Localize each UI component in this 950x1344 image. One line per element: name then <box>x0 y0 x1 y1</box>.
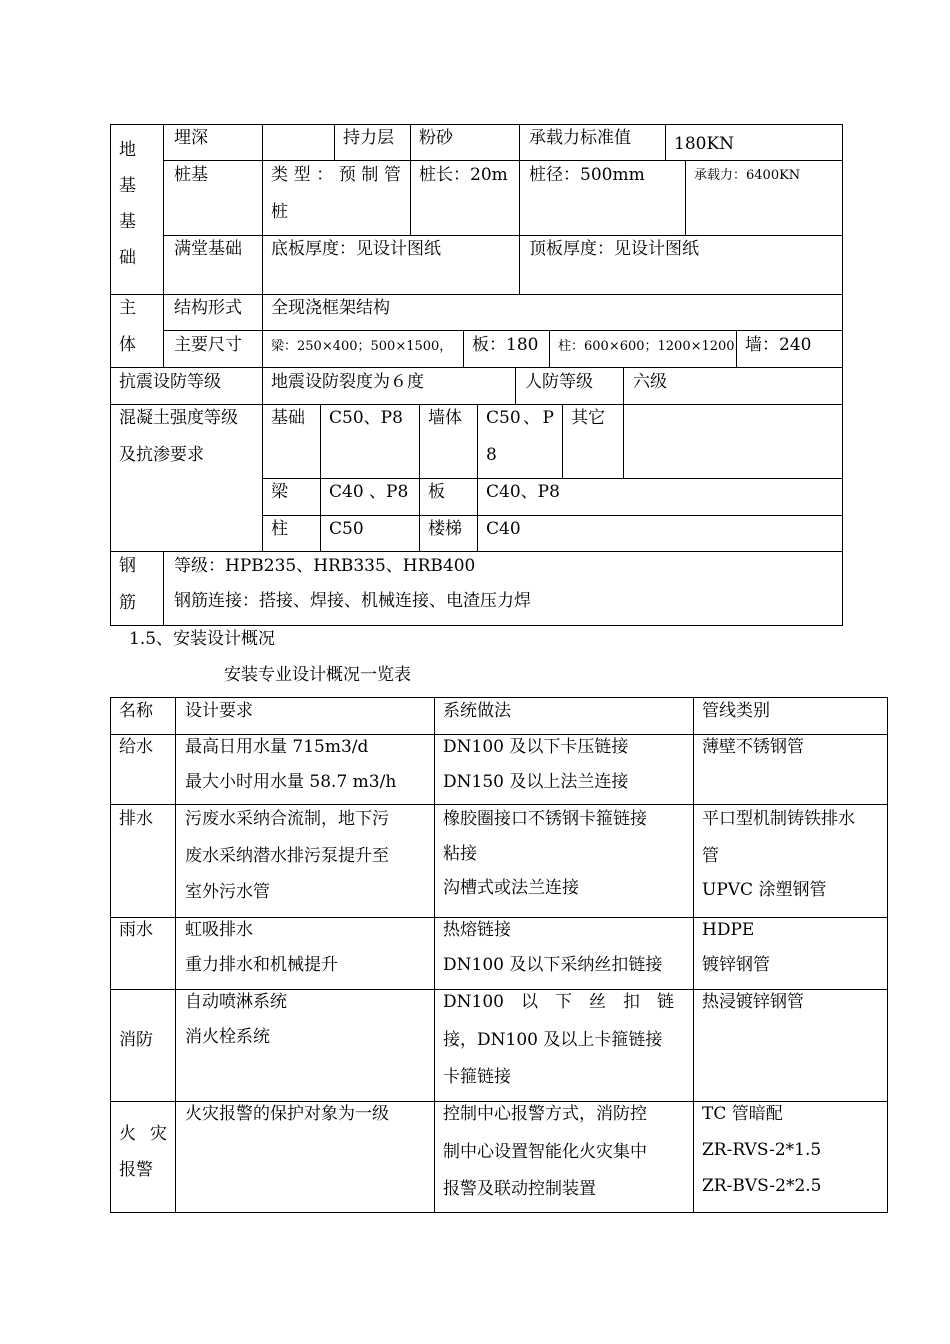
pile-type-line2: 桩 <box>271 202 288 222</box>
c-stair-label: 楼梯 <box>428 519 462 539</box>
c-wall-label: 墙体 <box>428 408 462 428</box>
c-slab-label: 板 <box>428 482 445 502</box>
pile-type-line1: 类型：预制管 <box>271 165 401 185</box>
raft-top: 顶板厚度：见设计图纸 <box>529 239 699 259</box>
row-alarm-pipe-3: ZR-BVS-2*2.5 <box>702 1176 822 1196</box>
size-slab: 板：180 <box>472 335 539 355</box>
size-label: 主要尺寸 <box>174 335 242 355</box>
main-label-2: 体 <box>119 335 136 355</box>
row-supply-req-2: 最大小时用水量 58.7 m3/h <box>185 772 397 792</box>
header-pipe: 管线类别 <box>702 701 770 721</box>
c-found-value: C50、P8 <box>329 408 403 428</box>
row-rain-name: 雨水 <box>119 920 153 940</box>
rebar-label-1: 钢 <box>119 556 136 576</box>
pile-length: 桩长：20m <box>419 165 508 185</box>
header-system: 系统做法 <box>443 701 511 721</box>
bearing-layer-label: 持力层 <box>343 128 394 148</box>
seismic-label: 抗震设防等级 <box>119 372 221 392</box>
row-alarm-sys-3: 报警及联动控制装置 <box>443 1179 596 1199</box>
row-supply-sys-2: DN150 及以上法兰连接 <box>443 772 629 792</box>
row-supply-name: 给水 <box>119 737 153 757</box>
pile-capacity: 承载力：6400KN <box>694 168 801 183</box>
concrete-label-2: 及抗渗要求 <box>119 445 204 465</box>
row-alarm-sys-2: 制中心设置智能化火灾集中 <box>443 1142 647 1162</box>
rebar-grade: 等级：HPB235、HRB335、HRB400 <box>174 556 476 576</box>
row-drain-req-1: 污废水采纳合流制，地下污 <box>185 809 389 829</box>
row-supply-pipe-1: 薄壁不锈钢管 <box>702 737 804 757</box>
c-col-value: C50 <box>329 519 364 539</box>
c-stair-value: C40 <box>486 519 521 539</box>
row-rain-pipe-2: 镀锌钢管 <box>702 955 770 975</box>
row-alarm-name-2: 报警 <box>119 1160 153 1180</box>
row-fire-pipe-1: 热浸镀锌钢管 <box>702 992 804 1012</box>
seismic-value: 地震设防裂度为６度 <box>271 372 424 392</box>
foundation-label-4: 础 <box>119 248 136 268</box>
row-drain-sys-2: 粘接 <box>443 844 477 864</box>
row-alarm-req-1: 火灾报警的保护对象为一级 <box>185 1104 389 1124</box>
row-fire-req-2: 消火栓系统 <box>185 1027 270 1047</box>
concrete-label-1: 混凝土强度等级 <box>119 408 238 428</box>
row-rain-pipe-1: HDPE <box>702 920 755 940</box>
row-drain-pipe-3: UPVC 涂塑钢管 <box>702 880 827 900</box>
row-alarm-name-1: 火 灾 <box>119 1124 167 1144</box>
row-rain-req-2: 重力排水和机械提升 <box>185 955 338 975</box>
row-drain-name: 排水 <box>119 809 153 829</box>
table2-caption: 安装专业设计概况一览表 <box>224 665 411 685</box>
row-rain-sys-1: 热熔链接 <box>443 920 511 940</box>
c-slab-value: C40、P8 <box>486 482 560 502</box>
bearing-std-value: 180KN <box>674 134 735 154</box>
bearing-layer-value: 粉砂 <box>419 128 453 148</box>
row-fire-name: 消防 <box>119 1030 153 1050</box>
c-col-label: 柱 <box>271 519 288 539</box>
row-rain-sys-2: DN100 及以下采纳丝扣链接 <box>443 955 663 975</box>
c-beam-label: 梁 <box>271 482 288 502</box>
size-wall: 墙：240 <box>745 335 812 355</box>
c-other-label: 其它 <box>571 408 605 428</box>
row-supply-req-1: 最高日用水量 715m3/d <box>185 737 369 757</box>
rebar-label-2: 筋 <box>119 593 136 613</box>
civil-def-label: 人防等级 <box>525 372 593 392</box>
main-label-1: 主 <box>119 298 136 318</box>
row-rain-req-1: 虹吸排水 <box>185 920 253 940</box>
c-beam-value: C40 、P8 <box>329 482 409 502</box>
size-column: 柱：600×600；1200×1200 <box>558 339 735 354</box>
row-fire-sys-1: DN100 以 下 丝 扣 链 <box>443 992 674 1012</box>
row-supply-sys-1: DN100 及以下卡压链接 <box>443 737 629 757</box>
civil-def-value: 六级 <box>633 372 667 392</box>
header-requirement: 设计要求 <box>185 701 253 721</box>
pile-diameter: 桩径：500mm <box>529 165 645 185</box>
row-fire-req-1: 自动喷淋系统 <box>185 992 287 1012</box>
foundation-label-1: 地 <box>119 140 136 160</box>
row-fire-sys-3: 卡箍链接 <box>443 1067 511 1087</box>
foundation-label-2: 基 <box>119 176 136 196</box>
foundation-label-3: 基 <box>119 212 136 232</box>
bury-depth-label: 埋深 <box>174 128 208 148</box>
header-name: 名称 <box>119 701 153 721</box>
bearing-std-label: 承载力标准值 <box>529 128 631 148</box>
raft-bottom: 底板厚度：见设计图纸 <box>271 239 441 259</box>
row-drain-pipe-1: 平口型机制铸铁排水 <box>702 809 855 829</box>
row-drain-sys-1: 橡胶圈接口不锈钢卡箍链接 <box>443 809 647 829</box>
rebar-conn: 钢筋连接：搭接、焊接、机械连接、电渣压力焊 <box>174 591 531 611</box>
struct-value: 全现浇框架结构 <box>271 298 390 318</box>
row-drain-req-2: 废水采纳潜水排污泵提升至 <box>185 846 389 866</box>
struct-label: 结构形式 <box>174 298 242 318</box>
row-drain-sys-3: 沟槽式或法兰连接 <box>443 878 579 898</box>
row-alarm-pipe-2: ZR-RVS-2*1.5 <box>702 1140 822 1160</box>
c-found-label: 基础 <box>271 408 305 428</box>
row-drain-req-3: 室外污水管 <box>185 882 270 902</box>
row-drain-pipe-2: 管 <box>702 846 719 866</box>
size-beam: 梁：250×400；500×1500， <box>271 339 453 354</box>
row-alarm-pipe-1: TC 管暗配 <box>702 1104 783 1124</box>
pile-label: 桩基 <box>174 165 208 185</box>
row-alarm-sys-1: 控制中心报警方式，消防控 <box>443 1104 647 1124</box>
c-wall-value-2: 8 <box>486 445 497 465</box>
row-fire-sys-2: 接，DN100 及以上卡箍链接 <box>443 1030 663 1050</box>
c-wall-value-1: C50、P <box>486 408 554 428</box>
section-title: 1.5、安装设计概况 <box>129 629 276 649</box>
raft-label: 满堂基础 <box>174 239 242 259</box>
